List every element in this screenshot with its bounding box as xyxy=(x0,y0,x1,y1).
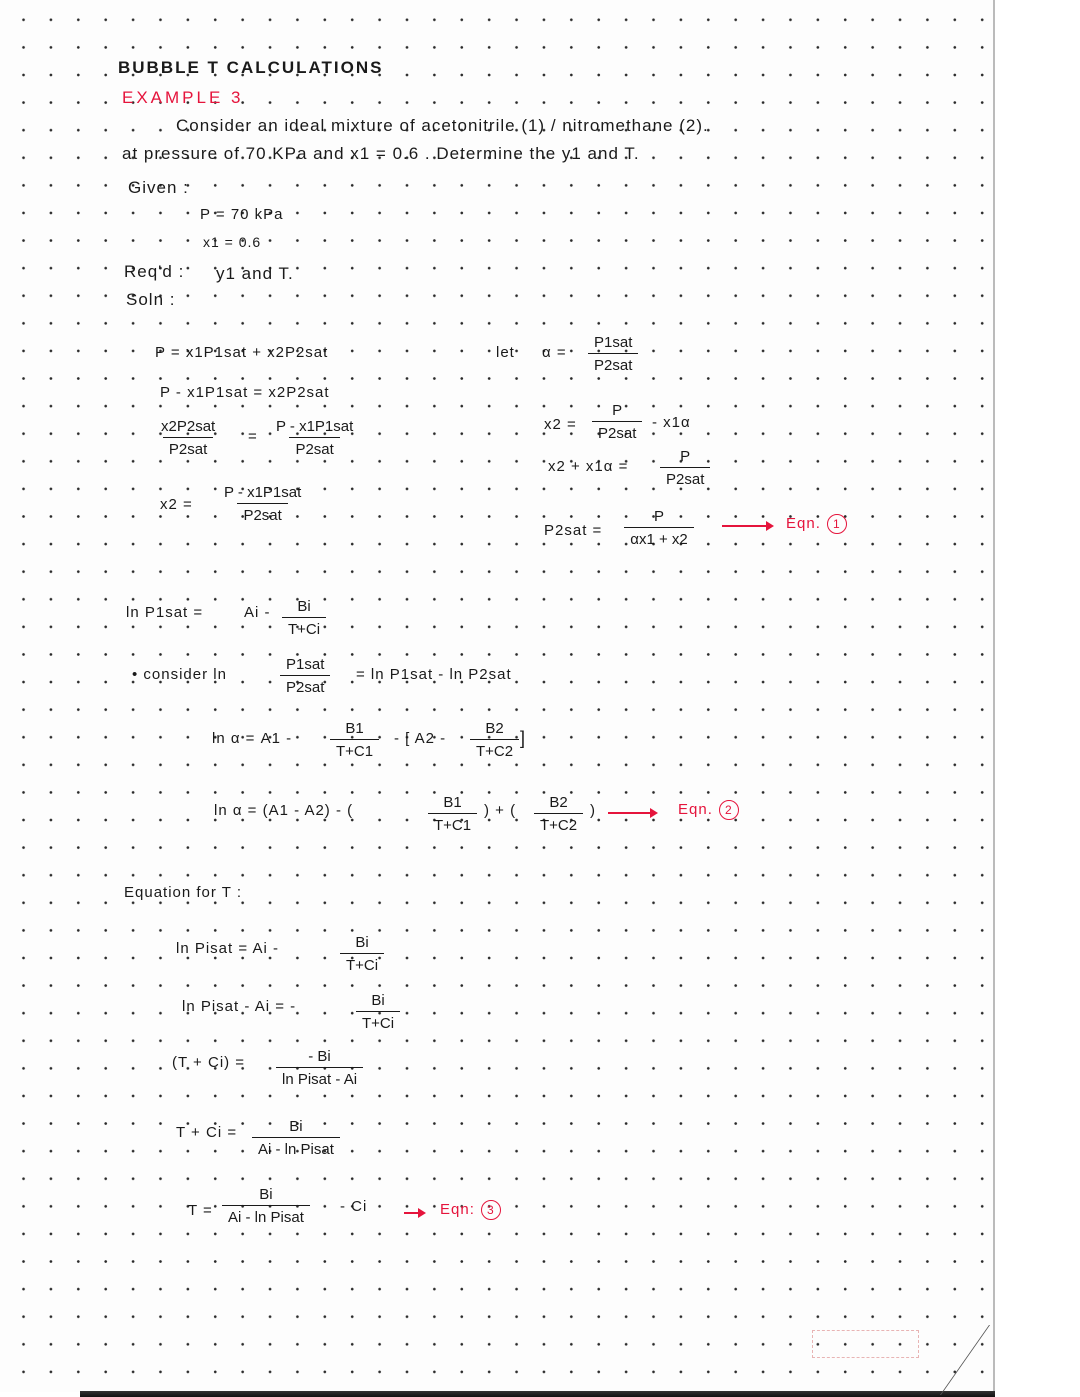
t-step2-lhs: ln Pisat - Ai = - xyxy=(182,998,297,1015)
minus-ci: - Ci xyxy=(340,1198,368,1215)
raoult-equation: P = x1P1sat + x2P2sat xyxy=(155,344,329,361)
arrow-icon xyxy=(608,812,656,814)
fraction-p-over-p2sat: P P2sat xyxy=(592,402,642,442)
fraction-x2p2sat-over-p2sat: x2P2sat P2sat xyxy=(161,418,216,458)
closing-bracket: ] xyxy=(520,728,527,748)
page-bottom-edge xyxy=(80,1391,995,1397)
fraction-b1-over-t-c1-2: $\frac{B1}{T+C1}$ xyxy=(428,794,477,834)
fraction-t-step1: $\frac{Bi}{T+Ci}$ xyxy=(340,934,384,974)
faded-stamp xyxy=(812,1330,919,1358)
ln-alpha-step1-mid: - [ A2 - xyxy=(394,730,447,747)
t-step3-lhs: (T + Ci) = xyxy=(172,1054,246,1071)
arrow-icon xyxy=(404,1212,424,1214)
fraction-t-step3: - Bi ln Pisat - Ai xyxy=(276,1048,363,1088)
alpha-label: α = xyxy=(542,344,567,361)
given-label: Given : xyxy=(128,178,189,197)
page-title: BUBBLE T CALCULATIONS xyxy=(118,58,384,77)
fraction-b1-over-t-c1: $\frac{B1}{T+C1}$ xyxy=(330,720,379,760)
t-step1-lhs: ln Pisat = Ai - xyxy=(176,940,279,957)
fraction-p1sat-over-p2sat: P1sat P2sat xyxy=(280,656,330,696)
antoine-a-term: Ai - xyxy=(244,604,271,621)
problem-line-1: Consider an ideal mixture of acetonitrile (1) / nitromethane (2). xyxy=(176,116,709,135)
circled-number-2: 2 xyxy=(719,800,739,820)
t-step5-lhs: T = xyxy=(188,1202,213,1219)
t-step4-lhs: T + Ci = xyxy=(176,1124,238,1141)
example-label: EXAMPLE 3 xyxy=(122,88,244,107)
arrow-icon xyxy=(722,525,772,527)
problem-line-2: at pressure of 70 KPa and x1 = 0.6 . Determine the y1 and T. xyxy=(122,144,640,163)
minus-x1-alpha: - x1α xyxy=(652,414,691,431)
antoine-lhs: ln P1sat = xyxy=(126,604,204,621)
ln-alpha-step2-mid: ) + ( xyxy=(484,802,517,819)
ln-alpha-step1-lhs: ln α = A1 - xyxy=(212,730,293,747)
fraction-b2-over-t-c2: $\frac{B2}{T+C2}$ xyxy=(470,720,519,760)
solution-label: Soln : xyxy=(126,290,176,309)
ln-alpha-step2-lhs: ln α = (A1 - A2) - ( xyxy=(214,802,354,819)
fraction-b2-over-t-c2-2: $\frac{B2}{T+C2}$ xyxy=(534,794,583,834)
x2-alpha-label: x2 = xyxy=(544,416,577,433)
fraction-t-step2: $\frac{Bi}{T+Ci}$ xyxy=(356,992,400,1032)
equation-for-t-heading: Equation for T : xyxy=(124,884,243,901)
fraction-bi-over-t-ci: $\frac{Bi}{T+Ci}$ xyxy=(282,598,326,638)
fraction-p-over-p2sat-2: P P2sat xyxy=(660,448,710,488)
circled-number-3: 3 xyxy=(481,1200,501,1220)
eqn-3-tag: Eqn: 3 xyxy=(440,1200,501,1220)
fraction-x2-solution: P - x1P1sat P2sat xyxy=(224,484,302,524)
x2-label: x2 = xyxy=(160,496,193,513)
consider-label: • consider ln xyxy=(132,666,227,683)
fraction-p2sat-solution: $\frac{P}{\alpha x1 + x2}$ xyxy=(624,508,694,548)
equals-sign: = xyxy=(248,428,258,445)
required-label: Req'd : xyxy=(124,262,185,281)
sum-equation-label: x2 + x1α = xyxy=(548,458,629,475)
required-value: y1 and T. xyxy=(216,264,294,283)
closing-paren: ) xyxy=(590,802,596,819)
given-pressure: P = 70 kPa xyxy=(200,206,284,223)
fraction-alpha-definition: P1sat P2sat xyxy=(588,334,638,374)
fraction-t-final: Bi Ai - ln Pisat xyxy=(222,1186,310,1226)
fraction-p-minus-x1p1sat: P - x1P1sat P2sat xyxy=(276,418,354,458)
ln-difference: = ln P1sat - ln P2sat xyxy=(356,666,512,683)
fraction-t-step4: Bi Ai - ln Pisat xyxy=(252,1118,340,1158)
let-label: let xyxy=(496,344,515,361)
eqn-2-tag: Eqn. 2 xyxy=(678,800,739,820)
eqn-1-tag: Eqn. 1 xyxy=(786,514,847,534)
p2sat-label: P2sat = xyxy=(544,522,603,539)
circled-number-1: 1 xyxy=(827,514,847,534)
rearranged-equation: P - x1P1sat = x2P2sat xyxy=(160,384,330,401)
given-x1: x1 = 0.6 xyxy=(203,234,262,250)
